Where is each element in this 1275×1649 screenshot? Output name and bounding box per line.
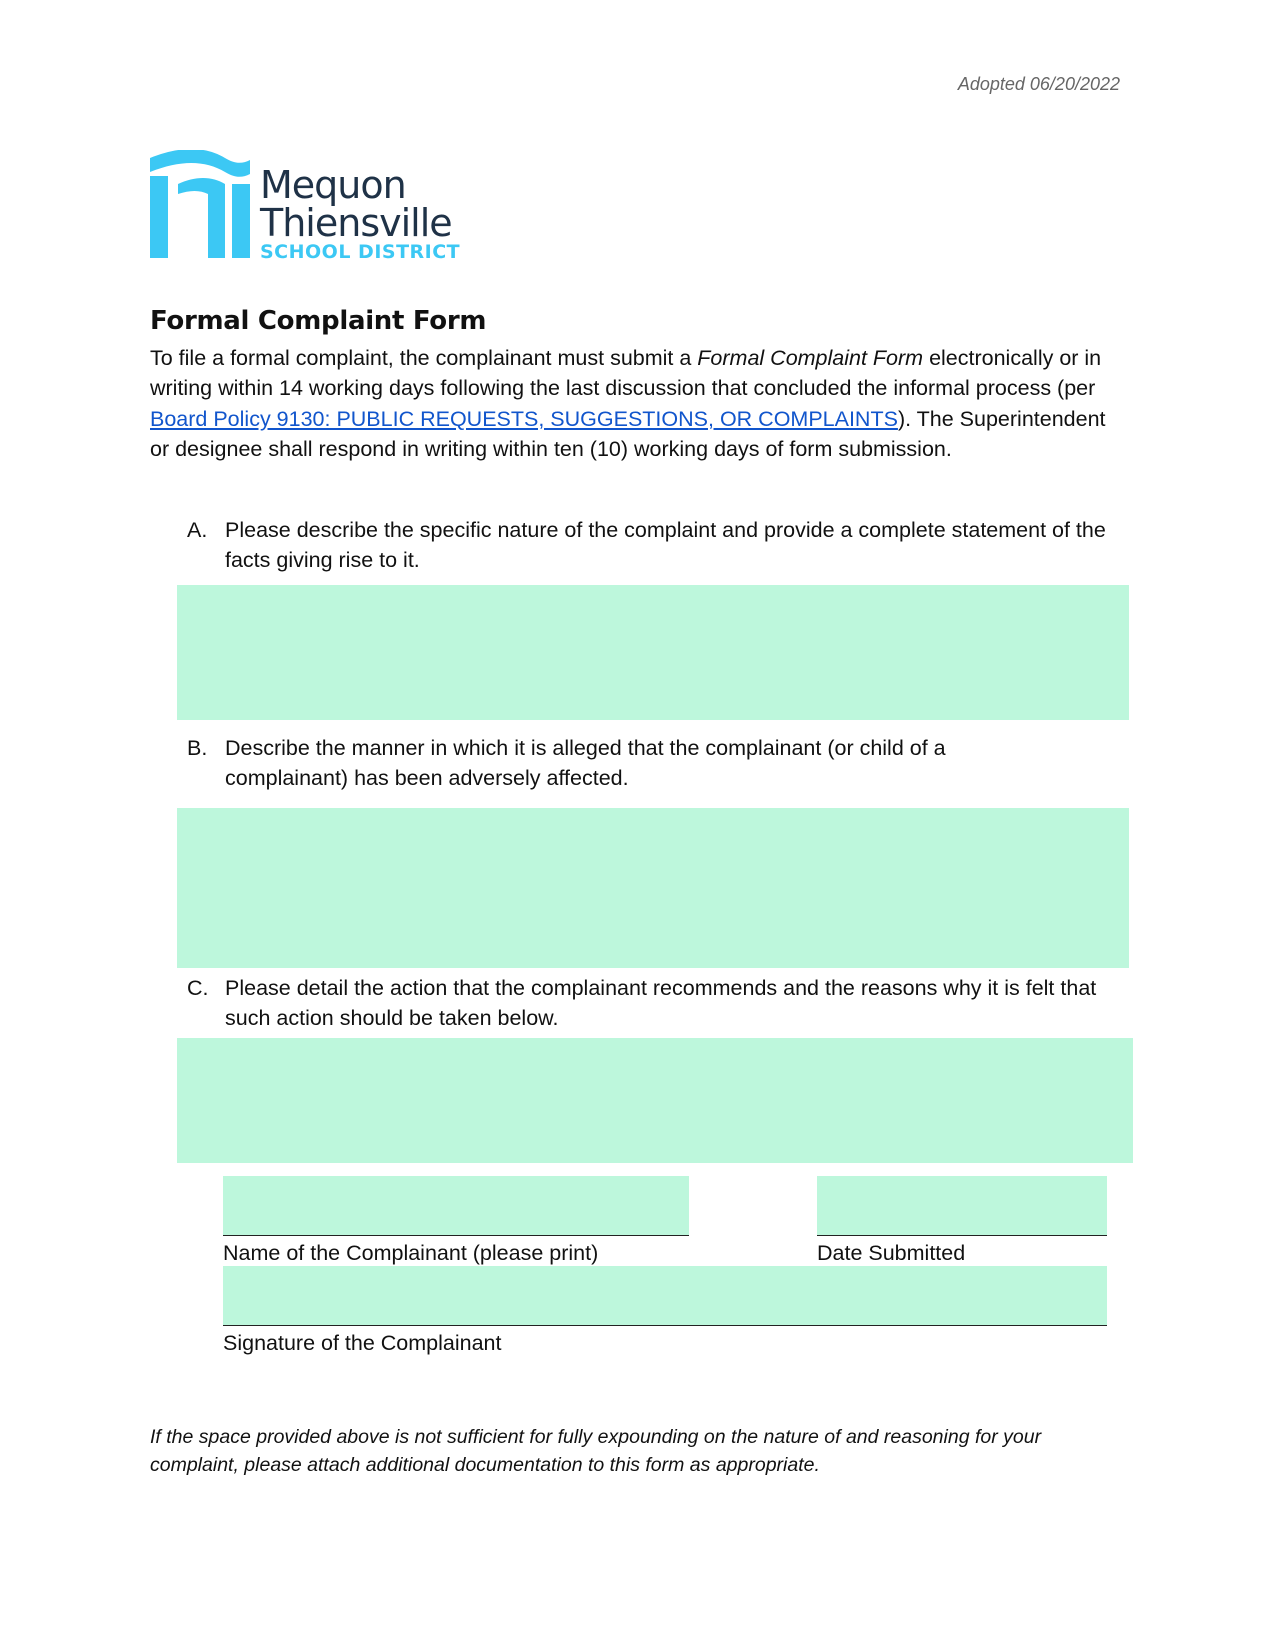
adopted-date: Adopted 06/20/2022 <box>957 74 1120 94</box>
answer-a-field[interactable] <box>177 585 1129 720</box>
intro-text-3: ). The Superintendent or designee shall respond in writing within ten (10) working days of form submission. <box>150 406 1106 461</box>
intro-text-1: To file a formal complaint, the complainant must submit a <box>150 346 698 370</box>
answer-b-field[interactable] <box>177 808 1129 968</box>
logo-line-2: Thiensville <box>260 201 452 245</box>
question-c-letter: C. <box>187 976 209 1000</box>
question-a <box>187 515 1147 577</box>
question-b-text: Describe the manner in which it is alleged that the complainant (or child of a complainant) has been adversely affected. <box>225 736 946 791</box>
intro-italic: Formal Complaint Form <box>697 346 924 370</box>
date-submitted-label: Date Submitted <box>817 1241 966 1265</box>
signature-label: Signature of the Complainant <box>223 1331 502 1355</box>
board-policy-link[interactable]: Board Policy 9130: PUBLIC REQUESTS, SUGGESTIONS, OR COMPLAINTS <box>150 406 898 431</box>
logo-line-3: SCHOOL DISTRICT <box>260 241 461 263</box>
answer-c-field[interactable] <box>177 1038 1133 1163</box>
signature-field[interactable] <box>223 1266 1107 1326</box>
date-submitted-field[interactable] <box>817 1176 1107 1236</box>
logo-line-1: Mequon <box>260 163 406 207</box>
question-c <box>187 973 1147 1035</box>
complainant-name-label: Name of the Complainant (please print) <box>223 1241 599 1265</box>
district-logo <box>150 150 480 275</box>
question-b-letter: B. <box>187 736 208 760</box>
page-title: Formal Complaint Form <box>150 306 487 336</box>
question-a-letter: A. <box>187 518 208 542</box>
intro-text-2: electronically or in writing within 14 working days following the last discussion that concluded the informal process (per <box>150 346 1102 401</box>
question-c-text: Please detail the action that the complainant recommends and the reasons why it is felt that such action should be taken below. <box>225 976 1097 1031</box>
footnote: If the space provided above is not sufficient for fully expounding on the nature of and reasoning for your complaint, please attach additional documentation to this form as appropriate. <box>150 1426 1042 1476</box>
complainant-name-field[interactable] <box>223 1176 689 1236</box>
question-a-text: Please describe the specific nature of the complaint and provide a complete statement of the facts giving rise to it. <box>225 518 1106 573</box>
intro-paragraph <box>150 343 1130 464</box>
district-logo-mark <box>150 150 480 275</box>
question-b <box>187 733 1147 795</box>
